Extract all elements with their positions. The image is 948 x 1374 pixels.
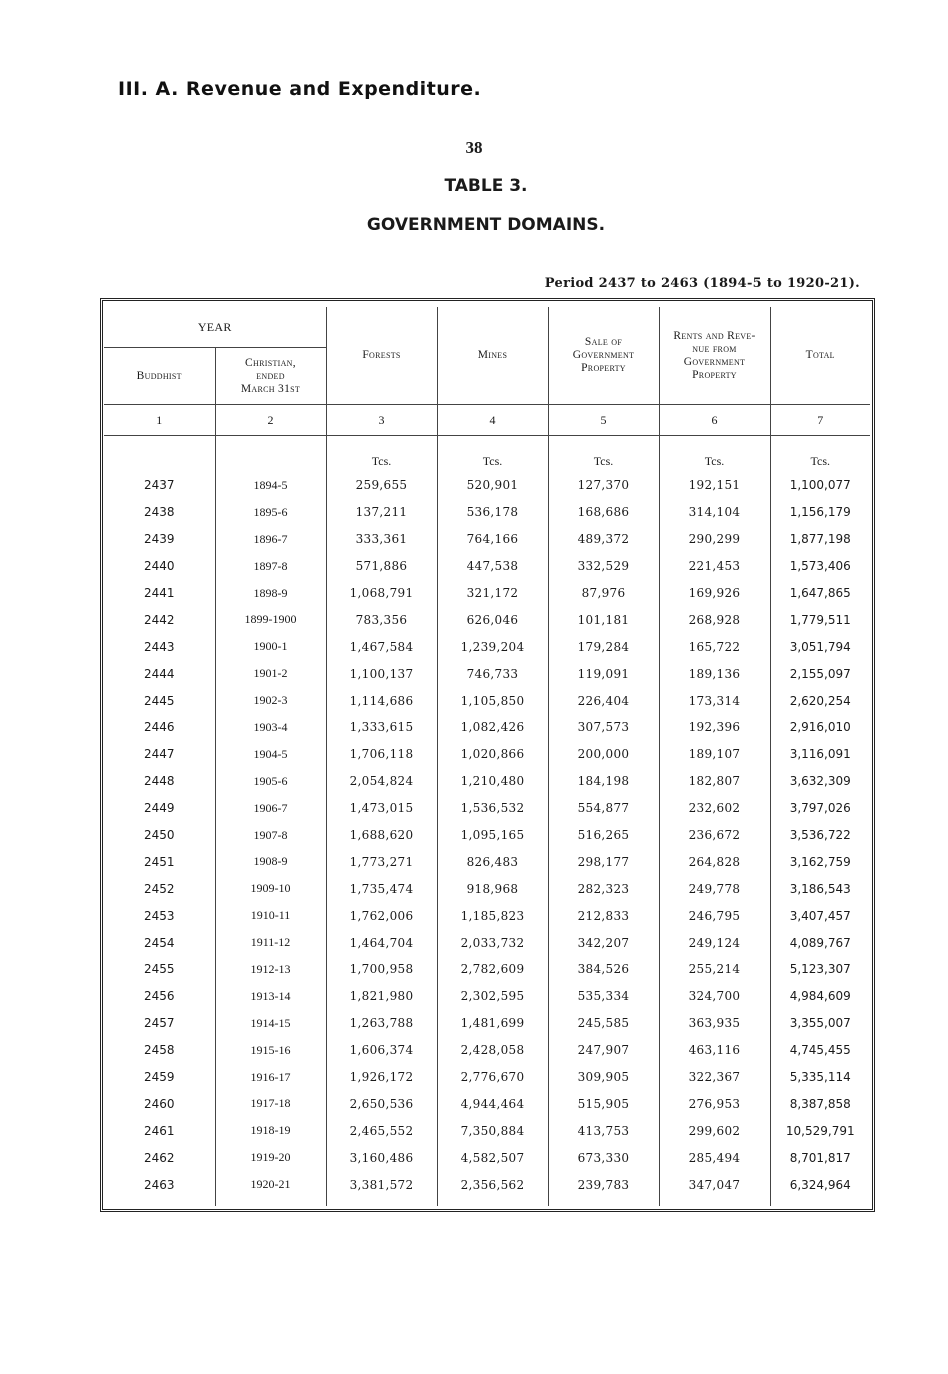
- christian-header: [215, 348, 326, 405]
- table-row: [104, 687, 870, 714]
- mines-cell: 520,901: [437, 472, 548, 499]
- sale-header: [548, 307, 659, 405]
- rents-cell: 299,602: [659, 1117, 770, 1144]
- table-row: [104, 768, 870, 795]
- rents-cell: 236,672: [659, 822, 770, 849]
- sale-cell: 87,976: [548, 580, 659, 607]
- table-row: [104, 1171, 870, 1198]
- table-row: [104, 1117, 870, 1144]
- rents-cell: 268,928: [659, 606, 770, 633]
- sale-header-line: Government: [572, 349, 635, 361]
- mines-cell: 447,538: [437, 553, 548, 580]
- christian-cell: 1898-9: [215, 580, 326, 607]
- rents-cell: 285,494: [659, 1144, 770, 1171]
- table-row: [104, 660, 870, 687]
- sale-cell: 554,877: [548, 795, 659, 822]
- sale-header-line: Property: [581, 362, 626, 374]
- christian-cell: 1899-1900: [215, 606, 326, 633]
- total-cell: 10,529,791: [785, 1123, 855, 1138]
- buddhist-cell: 2443: [104, 633, 215, 660]
- forests-cell: 3,381,572: [326, 1171, 437, 1198]
- mines-cell: 1,082,426: [437, 714, 548, 741]
- christian-cell: 1920-21: [215, 1171, 326, 1198]
- total-header: Total: [805, 349, 835, 361]
- forests-cell: 1,706,118: [326, 741, 437, 768]
- mines-cell: 1,185,823: [437, 902, 548, 929]
- buddhist-header: Buddhist: [104, 348, 215, 405]
- sale-cell: 516,265: [548, 822, 659, 849]
- forests-cell: 333,361: [326, 526, 437, 553]
- mines-cell: 1,536,532: [437, 795, 548, 822]
- buddhist-cell: 2462: [104, 1144, 215, 1171]
- christian-cell: 1900-1: [215, 633, 326, 660]
- table-row: [104, 741, 870, 768]
- buddhist-cell: 2440: [104, 553, 215, 580]
- forests-cell: 1,773,271: [326, 848, 437, 875]
- sale-cell: 226,404: [548, 687, 659, 714]
- buddhist-cell: 2450: [104, 822, 215, 849]
- forests-cell: 2,650,536: [326, 1090, 437, 1117]
- total-cell: 1,573,406: [789, 559, 851, 574]
- table-row: [104, 472, 870, 499]
- christian-cell: 1911-12: [215, 929, 326, 956]
- sale-cell: 342,207: [548, 929, 659, 956]
- total-cell: 1,877,198: [789, 532, 851, 547]
- total-cell: 4,089,767: [789, 935, 851, 950]
- table-row: [104, 1010, 870, 1037]
- mines-cell: 1,095,165: [437, 822, 548, 849]
- sale-cell: 119,091: [548, 660, 659, 687]
- forests-cell: 1,068,791: [326, 580, 437, 607]
- buddhist-cell: 2438: [104, 499, 215, 526]
- period-caption: Period 2437 to 2463 (1894-5 to 1920-21).: [544, 276, 860, 291]
- forests-cell: 1,473,015: [326, 795, 437, 822]
- rents-cell: 169,926: [659, 580, 770, 607]
- rents-cell: 322,367: [659, 1064, 770, 1091]
- buddhist-cell: 2451: [104, 848, 215, 875]
- mines-cell: 2,776,670: [437, 1064, 548, 1091]
- rents-cell: 182,807: [659, 768, 770, 795]
- christian-header-line: March 31st: [240, 382, 301, 395]
- christian-cell: 1915-16: [215, 1037, 326, 1064]
- buddhist-cell: 2460: [104, 1090, 215, 1117]
- christian-cell: 1914-15: [215, 1010, 326, 1037]
- christian-cell: 1919-20: [215, 1144, 326, 1171]
- total-cell: 3,797,026: [789, 801, 851, 816]
- rents-cell: 347,047: [659, 1171, 770, 1198]
- table-row: [104, 929, 870, 956]
- mines-cell: 4,944,464: [437, 1090, 548, 1117]
- buddhist-cell: 2455: [104, 956, 215, 983]
- sale-cell: 127,370: [548, 472, 659, 499]
- table-row: [104, 1090, 870, 1117]
- christian-cell: 1894-5: [215, 472, 326, 499]
- sale-cell: 489,372: [548, 526, 659, 553]
- forests-cell: 259,655: [326, 472, 437, 499]
- forests-cell: 137,211: [326, 499, 437, 526]
- sale-cell: 168,686: [548, 499, 659, 526]
- rents-cell: 276,953: [659, 1090, 770, 1117]
- total-cell: 2,916,010: [789, 720, 851, 735]
- rents-cell: 165,722: [659, 633, 770, 660]
- buddhist-cell: 2448: [104, 768, 215, 795]
- forests-cell: 1,762,006: [326, 902, 437, 929]
- christian-cell: 1896-7: [215, 526, 326, 553]
- mines-cell: 1,020,866: [437, 741, 548, 768]
- rents-cell: 221,453: [659, 553, 770, 580]
- unit-label: Tcs.: [326, 450, 437, 472]
- sale-cell: 101,181: [548, 606, 659, 633]
- table-row: [104, 606, 870, 633]
- forests-cell: 2,465,552: [326, 1117, 437, 1144]
- forests-cell: 1,700,958: [326, 956, 437, 983]
- christian-cell: 1905-6: [215, 768, 326, 795]
- buddhist-cell: 2458: [104, 1037, 215, 1064]
- total-cell: 2,620,254: [789, 693, 851, 708]
- table-row: [104, 1144, 870, 1171]
- forests-cell: 1,114,686: [326, 687, 437, 714]
- column-number: 1: [104, 405, 215, 436]
- forests-cell: 1,333,615: [326, 714, 437, 741]
- mines-cell: 746,733: [437, 660, 548, 687]
- christian-cell: 1903-4: [215, 714, 326, 741]
- sale-cell: 309,905: [548, 1064, 659, 1091]
- rents-cell: 192,396: [659, 714, 770, 741]
- rents-cell: 264,828: [659, 848, 770, 875]
- christian-cell: 1901-2: [215, 660, 326, 687]
- mines-header: Mines: [437, 307, 548, 405]
- rents-header: [659, 307, 770, 405]
- table-row: [104, 1037, 870, 1064]
- forests-cell: 783,356: [326, 606, 437, 633]
- christian-cell: 1902-3: [215, 687, 326, 714]
- forests-cell: 1,263,788: [326, 1010, 437, 1037]
- table-row: [104, 956, 870, 983]
- table-row: [104, 902, 870, 929]
- rents-cell: 249,778: [659, 875, 770, 902]
- mines-cell: 7,350,884: [437, 1117, 548, 1144]
- forests-cell: 1,100,137: [326, 660, 437, 687]
- mines-cell: 536,178: [437, 499, 548, 526]
- table-number: TABLE 3.: [444, 176, 528, 196]
- buddhist-cell: 2457: [104, 1010, 215, 1037]
- total-cell: 3,632,309: [789, 774, 851, 789]
- column-number: 3: [326, 405, 437, 436]
- total-cell: 8,387,858: [789, 1096, 851, 1111]
- forests-cell: 1,606,374: [326, 1037, 437, 1064]
- sale-cell: 282,323: [548, 875, 659, 902]
- rents-cell: 463,116: [659, 1037, 770, 1064]
- rents-cell: 173,314: [659, 687, 770, 714]
- mines-cell: 1,239,204: [437, 633, 548, 660]
- christian-cell: 1913-14: [215, 983, 326, 1010]
- mines-cell: 1,481,699: [437, 1010, 548, 1037]
- buddhist-cell: 2454: [104, 929, 215, 956]
- total-cell: 4,745,455: [789, 1043, 851, 1058]
- table-row: [104, 633, 870, 660]
- table-row: [104, 1064, 870, 1091]
- mines-cell: 2,356,562: [437, 1171, 548, 1198]
- total-cell: 2,155,097: [789, 666, 851, 681]
- buddhist-cell: 2463: [104, 1171, 215, 1198]
- total-cell: 3,116,091: [789, 747, 851, 762]
- table-row: [104, 795, 870, 822]
- forests-cell: 2,054,824: [326, 768, 437, 795]
- total-cell: 1,100,077: [789, 478, 851, 493]
- mines-cell: 4,582,507: [437, 1144, 548, 1171]
- sale-header-line: Sale of: [584, 336, 623, 348]
- year-group-header: YEAR: [104, 307, 326, 348]
- column-number: 6: [659, 405, 770, 436]
- forests-cell: 1,926,172: [326, 1064, 437, 1091]
- rents-cell: 363,935: [659, 1010, 770, 1037]
- christian-header-line: Christian,: [245, 356, 296, 369]
- unit-label: Tcs.: [659, 450, 770, 472]
- sale-cell: 673,330: [548, 1144, 659, 1171]
- rents-cell: 189,107: [659, 741, 770, 768]
- sale-cell: 535,334: [548, 983, 659, 1010]
- table-row: [104, 822, 870, 849]
- sale-cell: 307,573: [548, 714, 659, 741]
- christian-cell: 1917-18: [215, 1090, 326, 1117]
- sale-cell: 332,529: [548, 553, 659, 580]
- column-number: 2: [215, 405, 326, 436]
- buddhist-cell: 2442: [104, 606, 215, 633]
- total-cell: 3,536,722: [789, 828, 851, 843]
- buddhist-cell: 2456: [104, 983, 215, 1010]
- buddhist-cell: 2444: [104, 660, 215, 687]
- buddhist-cell: 2449: [104, 795, 215, 822]
- buddhist-cell: 2461: [104, 1117, 215, 1144]
- rents-cell: 324,700: [659, 983, 770, 1010]
- forests-cell: 1,464,704: [326, 929, 437, 956]
- table-row: [104, 848, 870, 875]
- table-row: [104, 499, 870, 526]
- sale-cell: 239,783: [548, 1171, 659, 1198]
- total-cell: 1,647,865: [789, 586, 851, 600]
- mines-cell: 1,210,480: [437, 768, 548, 795]
- mines-cell: 826,483: [437, 848, 548, 875]
- christian-cell: 1895-6: [215, 499, 326, 526]
- mines-cell: 2,782,609: [437, 956, 548, 983]
- table-row: [104, 526, 870, 553]
- rents-header-line: Government: [683, 355, 746, 368]
- unit-label: Tcs.: [548, 450, 659, 472]
- total-cell: 5,123,307: [789, 962, 851, 977]
- rents-cell: 249,124: [659, 929, 770, 956]
- page-number: 38: [465, 138, 483, 157]
- table-row: [104, 714, 870, 741]
- forests-cell: 1,688,620: [326, 822, 437, 849]
- sale-cell: 200,000: [548, 741, 659, 768]
- total-cell: 5,335,114: [789, 1070, 851, 1085]
- rents-cell: 255,214: [659, 956, 770, 983]
- unit-label: Tcs.: [437, 450, 548, 472]
- buddhist-cell: 2439: [104, 526, 215, 553]
- column-number: 7: [770, 405, 870, 436]
- total-cell: 3,355,007: [789, 1016, 851, 1031]
- forests-cell: 1,735,474: [326, 875, 437, 902]
- rents-header-line: Property: [692, 368, 737, 381]
- christian-cell: 1909-10: [215, 875, 326, 902]
- total-cell: 1,156,179: [789, 505, 851, 520]
- total-cell: 3,407,457: [789, 908, 851, 923]
- mines-cell: 764,166: [437, 526, 548, 553]
- mines-cell: 1,105,850: [437, 687, 548, 714]
- mines-cell: 2,302,595: [437, 983, 548, 1010]
- unit-label: Tcs.: [810, 453, 830, 468]
- sale-cell: 184,198: [548, 768, 659, 795]
- buddhist-cell: 2445: [104, 687, 215, 714]
- table-title: GOVERNMENT DOMAINS.: [366, 215, 606, 235]
- total-cell: 3,162,759: [789, 854, 851, 869]
- column-number: 4: [437, 405, 548, 436]
- table-row: [104, 983, 870, 1010]
- sale-cell: 384,526: [548, 956, 659, 983]
- rents-cell: 314,104: [659, 499, 770, 526]
- mines-cell: 321,172: [437, 580, 548, 607]
- government-domains-table: [104, 307, 870, 1206]
- christian-cell: 1897-8: [215, 553, 326, 580]
- table-row: [104, 580, 870, 607]
- mines-cell: 918,968: [437, 875, 548, 902]
- total-cell: 3,051,794: [789, 639, 851, 654]
- christian-cell: 1918-19: [215, 1117, 326, 1144]
- rents-header-line: Rents and Reve-: [673, 329, 756, 342]
- christian-cell: 1908-9: [215, 848, 326, 875]
- total-cell: 1,779,511: [789, 612, 851, 627]
- total-cell: 4,984,609: [789, 989, 851, 1004]
- rents-cell: 232,602: [659, 795, 770, 822]
- sale-cell: 212,833: [548, 902, 659, 929]
- running-head: III. A. Revenue and Expenditure.: [118, 78, 482, 100]
- mines-cell: 626,046: [437, 606, 548, 633]
- sale-cell: 298,177: [548, 848, 659, 875]
- mines-cell: 2,033,732: [437, 929, 548, 956]
- sale-cell: 515,905: [548, 1090, 659, 1117]
- rents-cell: 290,299: [659, 526, 770, 553]
- sale-cell: 245,585: [548, 1010, 659, 1037]
- rents-cell: 192,151: [659, 472, 770, 499]
- forests-cell: 1,467,584: [326, 633, 437, 660]
- column-number: 5: [548, 405, 659, 436]
- forests-cell: 571,886: [326, 553, 437, 580]
- buddhist-cell: 2453: [104, 902, 215, 929]
- rents-cell: 189,136: [659, 660, 770, 687]
- sale-cell: 247,907: [548, 1037, 659, 1064]
- sale-cell: 179,284: [548, 633, 659, 660]
- buddhist-cell: 2459: [104, 1064, 215, 1091]
- buddhist-cell: 2452: [104, 875, 215, 902]
- mines-cell: 2,428,058: [437, 1037, 548, 1064]
- rents-cell: 246,795: [659, 902, 770, 929]
- sale-cell: 413,753: [548, 1117, 659, 1144]
- buddhist-cell: 2437: [104, 472, 215, 499]
- total-cell: 8,701,817: [789, 1150, 851, 1165]
- buddhist-cell: 2447: [104, 741, 215, 768]
- table-row: [104, 553, 870, 580]
- christian-cell: 1910-11: [215, 902, 326, 929]
- forests-cell: 1,821,980: [326, 983, 437, 1010]
- christian-cell: 1912-13: [215, 956, 326, 983]
- christian-header-line: ended: [256, 369, 285, 382]
- total-cell: 3,186,543: [789, 881, 851, 896]
- buddhist-cell: 2441: [104, 580, 215, 607]
- christian-cell: 1904-5: [215, 741, 326, 768]
- rents-header-line: nue from: [692, 342, 737, 355]
- christian-cell: 1906-7: [215, 795, 326, 822]
- forests-header: Forests: [326, 307, 437, 405]
- buddhist-cell: 2446: [104, 714, 215, 741]
- total-cell: 6,324,964: [789, 1177, 851, 1192]
- christian-cell: 1907-8: [215, 822, 326, 849]
- table-row: [104, 875, 870, 902]
- forests-cell: 3,160,486: [326, 1144, 437, 1171]
- christian-cell: 1916-17: [215, 1064, 326, 1091]
